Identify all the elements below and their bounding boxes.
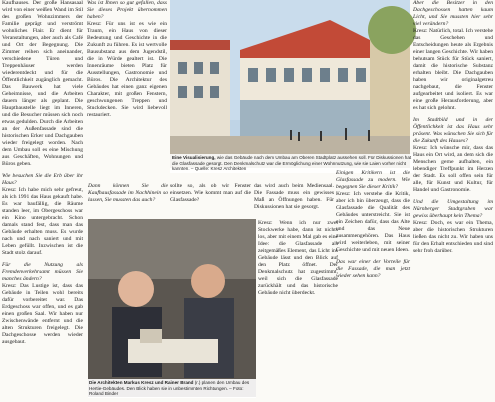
paragraph: das wird auch beim Mediensaal. Die Fassade muss ein gewisses Maß an Öffnungen haben. Für Diskussionen hat sie gesorgt. — [254, 183, 334, 210]
paragraph: Kresz: Ich verstehe die Kritik, aber ich bin überzeugt, dass die Glasfassade die Qualität des Gebäudes unterstreicht. Sie ist ein Zeichen dafür, dass das Alte und das Neue zusammengehören. Das Haus wird weiterleben, mit seiner Geschichte und mit neuen Ideen. — [336, 191, 410, 253]
caption-text: (r.) planen den Umbau des Hertie-Gebäudes. Den Blick haben sie in unbestimmten Richtungen. – Foto: Roland Binder — [89, 380, 250, 397]
interview-question: Im Stadtbild und in der Öffentlichkeit ist das Haus sehr präsent. Was wünschen Sie sich für die Zukunft des Hauses? — [413, 117, 493, 144]
interview-question: Wie besuchen Sie die Erb über ihr Haus? — [2, 173, 83, 186]
article-column-2 — [87, 0, 167, 170]
article-column-3-top — [88, 183, 168, 217]
paragraph: Kresz: Natürlich, total. Ich verstehe das Geschehen und Entscheidungen heute als Ergebnis einer langen Geschichte. Wir haben behutsam Stück für Stück saniert, damit die historische Substanz erhalten bleibt. Die Dachgauben haben wir originalgetreu nachgebaut, die Fenster aufgearbeitet und isoliert. Es war eine große Herausforderung, aber es hat sich gelohnt. — [413, 28, 493, 111]
building-illustration — [170, 0, 410, 168]
interview-question: Aber die Besitzer in den Dachgeschossen hatten kaum Licht, und Sie mussten hier sehr viel verändern? — [413, 0, 493, 27]
caption-text: wie das Gebäude nach dem Umbau am Oberen Stadtplatz aussehen soll. Für Diskussionen hat die Glasfassade gesorgt. Den Denkmalschutz war die Ermöglichung einer Wohnnutzung, wie sie Laien vorher nicht kannten. – Quelle: Kresz Architekten — [172, 155, 412, 172]
interview-question: Dann können Sie die Kaufhausfassade im Nachhinein so lassen, Sie mussten das auch? — [88, 183, 168, 203]
caption-label: Die Architekten Markus Kresz und Rainer Brand — [89, 380, 194, 385]
architects-photo — [88, 219, 256, 397]
article-column-6 — [413, 0, 493, 400]
article-column-5-top — [254, 183, 334, 217]
interview-question: Und die Umgestaltung im Nürnberger Stadtgraben war gewiss überhaupt kein Thema? — [413, 199, 493, 219]
interview-question: Das war einer der Vorteile für die Fassade, die man jetzt wieder sehen kann? — [336, 259, 410, 279]
paragraph: Kaufhauses. Der große Hansasaal wird von einer weißen Wand im Stil des großen Wohnzimmers der Familie geprägt und verströmt wohnliches Flair. Er dient für Veranstaltungen, aber auch als Café und Ort der Begegnung. Die Zimmer reihen sich aneinander, verschiedene Türen und Treppenhäuser werden wiederentdeckt und für die Öffentlichkeit zugänglich gemacht. Das Bauwerk hat viele Geheimnisse, und die Arbeiten dauern länger als geplant. Die Hauptbaustelle liegt im Inneren, und die Besucher müssen sich noch etwas gedulden. Durch die Arbeiten an der Außenfassade sind die historischen Erker und Dachgauben wieder freigelegt worden. Nach dem Umbau soll es eine Mischung aus Geschäften, Wohnungen und Büros geben. — [2, 0, 83, 167]
paragraph: Kresz: Doch, es war ein Thema, aber die historischen Strukturen ließen das nicht zu. Wir haben uns für den Erhalt entschieden und sind sehr froh darüber. — [413, 220, 493, 254]
paragraph: Kresz: Ich habe mich sehr gefreut, als ich 1991 das Haus gekauft habe. Es war baufällig, die Räume standen leer, im Obergeschoss war ein Kino untergebracht. Schon damals stand fest, dass man das Gebäude erhalten muss. Es wurde nach und nach saniert und mit Leben gefüllt. Inzwischen ist die Stadt stolz darauf. — [2, 187, 83, 256]
article-column-4-top — [170, 183, 251, 217]
photo-caption — [88, 379, 256, 398]
article-column-5-lower — [336, 170, 410, 400]
paragraph: Kresz: Wenn ich nur zwei Stockwerke habe, dann ist nichts los, aber mit einem Mal gab es eine Idee: die Glasfassade als zeitgemäßes Element, das Licht ins Gebäude lässt und den Blick auf den Platz öffnet. Der Denkmalschutz hat zugestimmt, weil sich die Glasfassade zurückhält und das historische Gebäude nicht überdeckt. — [258, 220, 338, 296]
caption-label: Eine Visualisierung, — [172, 155, 216, 160]
paragraph: Kresz: Ich wünsche mir, dass das Haus ein Ort wird, an dem sich die Menschen gerne aufhalten, ein lebendiger Treffpunkt im Herzen der Stadt. Es soll offen sein für alle, für Kunst und Kultur, für Handel und Gastronomie. — [413, 145, 493, 193]
interview-question: Für die Nutzung als Fremdenverkehrsamt müssen Sie manches ändern? — [2, 262, 83, 282]
paragraph: Kresz: Das Lustige ist, dass das Gebäude in Teilen wohl bereits dafür vorbereitet war. Das Erdgeschoss war offen, und es gab einen großen Saal. Wir haben nur Zwischenwände entfernt und die alten Strukturen freigelegt. Die Dachgeschosse werden wieder ausgebaut. — [2, 283, 83, 345]
paragraph: sollte so, als ob wir Fenster einsetzen. Wie kommt man auf die Glasfassade? — [170, 183, 251, 203]
building-visualization-photo — [170, 0, 412, 172]
paragraph: Kresz: Für uns ist es wie ein Traum, ein Haus von dieser Bedeutung und Geschichte in die Zukunft zu führen. Es ist wertvolle Bausubstanz aus dem Jugendstil, die in Würde gealtert ist. Die Innenräume bieten Platz für Ausstellungen, Gastronomie und Büros. Die Architektur des Gebäudes hat einen ganz eigenen Charakter, mit großen Fenstern, geschwungenen Treppen und Stuckdecken. Sie wird liebevoll restauriert. — [87, 21, 167, 118]
interview-question: Einigen Kritikern ist die Glasfassade zu modern. Wie begegnen Sie dieser Kritik? — [336, 170, 410, 190]
article-column-1 — [2, 0, 83, 400]
interview-question: Was ist Ihnen so gut gefallen, dass Sie dieses Projekt übernommen haben? — [87, 0, 167, 20]
article-column-4-lower — [258, 220, 338, 400]
architects-illustration — [88, 219, 256, 397]
